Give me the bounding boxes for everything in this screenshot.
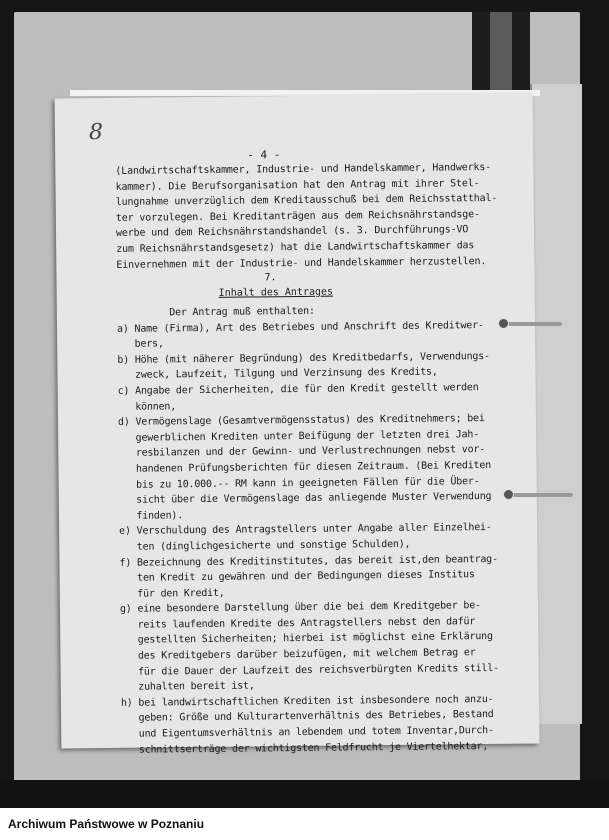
paragraph-line: werbe und dem Reichsnährstandshandel (s. 3. Durchführungs-VO [115,224,469,240]
list-line: zuhalten bereit ist, [120,680,255,694]
binding-strip-highlight [490,12,512,90]
page-number: - 4 - [247,148,281,162]
list-line: und Eigentumsverhältnis an lebendem und totem Inventar,Durch- [121,724,494,740]
section-number: 7. [264,272,277,284]
binding-clip-bottom [505,493,573,497]
list-line: des Kreditgebers darüber beizufügen, mit welchem Betrag er [120,647,476,662]
list-line: ten (dinglichgesicherte und sonstige Schulden), [119,538,411,553]
list-line: ten Kredit zu gewähren und der Bedingungen dieses Institus [119,569,475,584]
list-line: g) eine besondere Darstellung über die bei dem Kreditgeber be- [119,600,481,616]
list-line: finden). [118,509,184,522]
scan-bottom-band [0,780,609,808]
paragraph-line: lungnahme unverzüglich dem Kreditausschuß bei dem Reichsstatthal- [115,193,498,209]
list-line: für den Kredit, [119,587,225,600]
list-line: f) Bezeichnung des Kreditinstitutes, das bereit ist,den beantrag- [119,553,498,569]
list-line: gewerblichen Krediten unter Beifügung der letzten drei Jah- [118,428,480,444]
list-line: c) Angabe der Sicherheiten, die für den Kredit gestellt werden [117,382,479,397]
archive-name: Archiwum Państwowe w Poznaniu [8,817,205,831]
list-line: Der Antrag muß enthalten: [116,305,315,319]
list-line: schnittserträge der wichtigsten Feldfrucht je Viertelhektar, [121,740,489,756]
archive-footer [0,808,609,840]
paragraph-line: kammer). Die Berufsorganisation hat den Antrag mit ihrer Stel- [115,177,480,193]
list-line: können, [117,400,177,413]
list-line: für die Dauer der Laufzeit des reichsverbürgten Kredits still- [120,662,499,678]
folio-mark: 8 [88,120,104,146]
list-line: bis zu 10.000.-- RM kann in geeigneten Fällen für die Über- [118,475,480,491]
list-line: e) Verschuldung des Antragstellers unter Angabe aller Einzelhei- [119,522,492,538]
list-line: b) Höhe (mit näherer Begründung) des Kreditbedarfs, Verwendungs- [117,350,490,366]
document-page [55,94,540,756]
list-line: geben: Größe und Kulturartenverhältnis des Betriebes, Bestand [121,709,494,725]
list-line: sicht über die Vermögenslage das anliegende Muster Verwendung [118,491,492,506]
list-line: zweck, Laufzeit, Tilgung und Verzinsung des Kredits, [117,366,438,382]
list-line: d) Vermögenslage (Gesamtvermögensstatus) des Kreditnehmers; bei [117,413,485,429]
list-line: h) bei landwirtschaftlichen Krediten ist insbesondere noch anzu- [120,693,494,709]
intro-paragraph [115,159,546,273]
paragraph-line: Einvernehmen mit der Industrie- und Handelskammer herzustellen. [116,255,487,271]
paragraph-line: ter vorzulegen. Bei Kreditanträgen aus dem Reichsnährstandsge- [115,208,480,224]
binding-ring-bottom [503,489,514,500]
binding-ring-top [498,318,509,329]
paragraph-line: (Landwirtschaftskammer, Industrie- und Handelskammer, Handwerks- [115,161,492,177]
list-line: resbilanzen und der Gewinn- und Verlustrechnungen nebst vor- [118,444,486,460]
list-line: reits laufenden Kredite des Antragstellers nebst den dafür [120,616,476,631]
requirements-list [117,301,562,758]
binding-clip-top [500,322,562,326]
list-line: a) Name (Firma), Art des Betriebes und Anschrift des Kreditwer- [116,319,484,335]
section-heading: Inhalt des Antrages [218,286,334,299]
list-line: handenen Prüfungsberichten für diesen Zeitraum. (Bei Krediten [118,459,492,475]
paragraph-line: zum Reichsnährstandsgesetz) hat die Landwirtschaftskammer das [116,240,475,255]
list-line: gestellten Sicherheiten; hierbei ist möglichst eine Erklärung [120,631,493,647]
list-line: bers, [117,338,164,351]
